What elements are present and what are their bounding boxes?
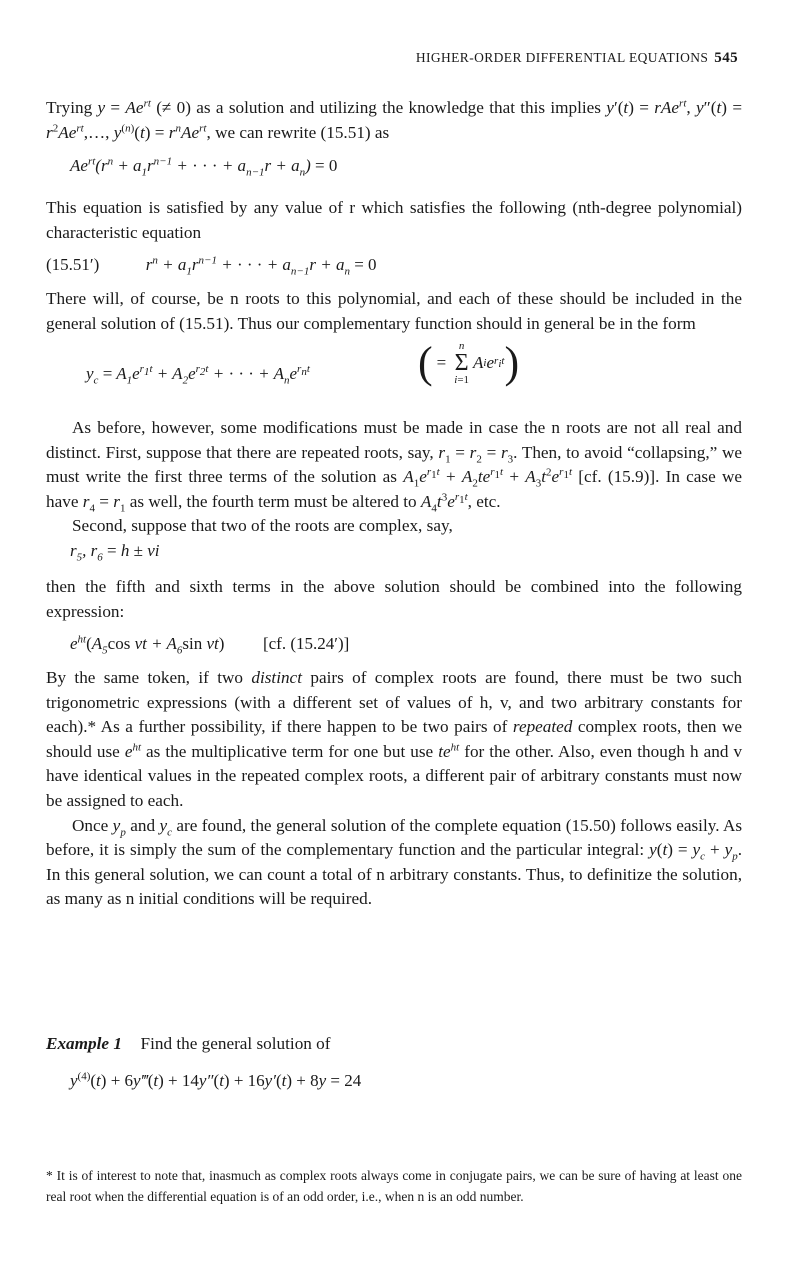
footnote: * It is of interest to note that, inasmuch as complex roots always come in conjugate pairs, we can be sure of having at least one real root when the differential equation is of an odd order, i.e., when n is an odd number. (46, 1168, 742, 1204)
eq-complementary: $y_c = A_1e^{r_1t} + A_2e^{r_2t}$ + · · · + $A_ne^{r_nt}$ (86, 363, 310, 387)
p7-text-a: By the same token, if two (46, 668, 243, 687)
p7-text-f: as the multiplicative term for one but use (146, 741, 434, 761)
eq-eht: $e^{ht}$ (124, 741, 142, 761)
eq-trig-ref: [cf. (15.24′)] (262, 634, 350, 653)
p3-text: There will, of course, be n roots to this polynomial, and each of these should be included in the general solution of (15.51). Thus our complementary function should in general be in the form (46, 289, 742, 333)
p7-emph-distinct: distinct (251, 668, 302, 687)
eq-factored: $Ae^{rt}(r^n + a_1r^{n-1}$ + · · · + $a_{n-1}r + a_n) = 0$ (70, 155, 338, 179)
eq-yp: $y_p$ (112, 815, 126, 838)
p4-text-d: as well, the fourth term must be altered to (129, 491, 417, 511)
p7-emph-repeated: repeated (512, 717, 573, 737)
p4-text-c: [cf. (15.9)]. In case we have (46, 467, 742, 511)
running-title: HIGHER-ORDER DIFFERENTIAL EQUATIONS (415, 50, 709, 65)
p4-text-e: , etc. (467, 491, 501, 511)
p1-text-c: we can rewrite (15.51) as (215, 122, 390, 142)
page-number: 545 (714, 50, 738, 66)
paragraph-combined (46, 575, 742, 624)
eq-complementary-sum: ( = n Σ i=1 A i e $r_it$ ) (418, 338, 520, 387)
eq-three-terms: $A_1e^{r_1t} + A_2te^{r_1t} + A_3t^2e^{r_1t}$ (403, 466, 573, 490)
eq-r4: $r_4 = r_1$ (82, 491, 126, 515)
paragraph-general-solution (46, 287, 742, 336)
example-heading (46, 1032, 742, 1057)
p4-text-b: . Then, to avoid “collapsing,” we must write the first three terms of the solution as (46, 442, 742, 487)
eq-fourth-term: $A_4t^3e^{r_1t}$ (420, 491, 468, 515)
p2-text: This equation is satisfied by any value of r which satisfies the following (nth-degree polynomial) characteristic equation (46, 198, 742, 242)
eq-complex-roots: $r_5$, $r_6 = h$ ± vi (70, 541, 160, 564)
p8-text-a: Once (72, 815, 109, 835)
p5-text: Second, suppose that two of the roots are complex, say, (72, 516, 453, 536)
p8-text-d: . In this general solution, we can count a total of n arbitrary constants. Thus, to definitize the solution, as many as n initial conditions will be required. (46, 840, 743, 909)
p7-text-c: pairs of complex roots are found, there must be two such trigonometric expressions (with a different set of values of h, v, and two arbitrary constants for each).* As a further possibility, if there happen to be two pairs of (46, 668, 742, 737)
eq-repeated: $r_1 = r_2 = r_3$ (438, 442, 514, 466)
p8-text-c: are found, the general solution of the complete equation (15.50) follows easily. As before, it is simply the sum of the complementary function and the particular integral: (46, 815, 743, 860)
p8-text-b: and (130, 815, 156, 835)
p6-text: then the fifth and sixth terms in the above solution should be combined into the following expression: (46, 577, 742, 621)
eq-general: $y(t) = y_c + y_p$ (649, 840, 738, 863)
eq-label: (15.51′) (46, 255, 100, 274)
example-text: Find the general solution of (140, 1034, 331, 1053)
eq-teht: $te^{ht}$ (438, 741, 460, 761)
paragraph-repeated-roots (46, 416, 742, 539)
paragraph-complex-pairs (46, 666, 742, 912)
running-head (416, 50, 738, 67)
eq-yc-inline: $y_c$ (159, 815, 172, 838)
eq-example: $y^{(4)}(t)$ + 6y‴(t) + 14y″(t) + 16y′(t) + 8y = 24 (70, 1070, 362, 1090)
eq-trig: $e^{ht}(A_5\cos$ vt + $A_6\sin$ vt) [cf. (15.24′)] (70, 633, 350, 657)
eq-derivatives: y′(t) = rAe$^{rt}$, $y''(t) = r^2Ae^{rt},\dots$, $y^{(n)}(t) = r^nAe^{rt}$, (46, 97, 743, 142)
paragraph-characteristic (46, 196, 742, 245)
p4-text-a: As before, however, some modifications must be made in case the n roots are not all real and distinct. First, suppose that there are repeated roots, say, (46, 418, 742, 462)
example-label: Example 1 (46, 1034, 122, 1053)
p7-text-g: for the other. Also, even though h and v have identical values in the repeated complex roots, a different pair of arbitrary constants must now be assigned to each. (46, 741, 743, 810)
paragraph-trial-solution (46, 96, 742, 145)
eq-characteristic: (15.51′) $r^n + a_1r^{n-1}$ + · · · + $a_{n-1}r + a_n = 0$ (46, 254, 377, 278)
p7-text-e: complex roots, then we should use (46, 717, 742, 761)
eq-trial: $y = Ae^{rt}$ (≠ 0) (97, 97, 191, 117)
p1-text-a: Trying (46, 98, 93, 117)
p1-text-b: as a solution and utilizing the knowledge that this implies (196, 98, 601, 117)
